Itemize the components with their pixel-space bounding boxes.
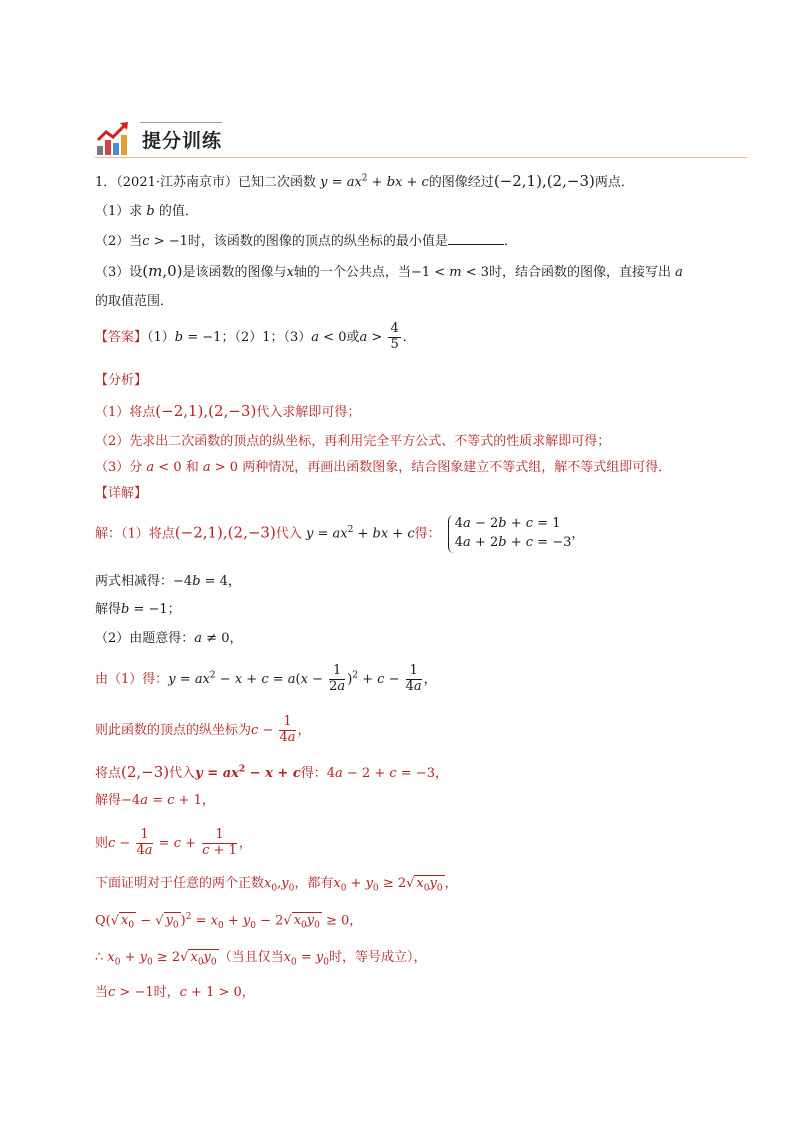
analysis-line-2: （2）先求出二次函数的顶点的纵坐标，再利用完全平方公式、不等式的性质求解即可得； xyxy=(95,434,611,449)
question-number: 1． xyxy=(95,175,117,190)
question-source: （2021·江苏南京市） xyxy=(116,175,238,190)
header-top-line xyxy=(140,122,222,123)
question-part2: （2）当c > −1时，该函数的图像的顶点的纵坐标的最小值是 ． xyxy=(95,234,517,249)
question-part1: （1）求 b 的值． xyxy=(95,204,198,219)
detail-step-10: 下面证明对于任意的两个正数$x_0,y_0$，都有$x_0 + y_0 \ge 2√$ $x_0y_0$ ， xyxy=(95,876,458,894)
analysis-line-3: （3）分 a < 0 和 a > 0 两种情况，再画出函数图象，结合图象建立不等式组，解不等式组即可得． xyxy=(95,460,672,475)
detail-step-1: 解：（1）将点(−2,1),(2,−3)代入 $y = ax^2$ + bx + c得： 4a − 2b + c = 1 4a + 2b + c = −3 ， xyxy=(95,515,584,553)
detail-step-12: ∴ $x_0 + y_0 \ge 2√$ $x_0y_0$ （当且仅当$x_0 = y_0$时，等号成立）， xyxy=(95,950,427,968)
section-title: 提分训练 xyxy=(142,130,223,152)
answer-line: 【答案】（1）b = −1；（2）1；（3）a < 0或a > $\frac{4}{5}$ ． xyxy=(95,321,416,352)
detail-step-8: 解得−4a = c + 1， xyxy=(95,793,215,808)
detail-step-4: （2）由题意得：a ≠ 0， xyxy=(95,631,243,646)
detail-step-7: 将点(2,−3)代入$y = ax^2 - x + c$得：4a − 2 + c = −3， xyxy=(95,763,448,781)
question-part3: （3）设(m,0)是该函数的图像与x轴的一个公共点，当−1 < m < 3时，结合函数的图像，直接写出 a xyxy=(95,262,683,280)
header-rule xyxy=(95,157,747,158)
answer-label: 【答案】 xyxy=(95,329,148,345)
answer-blank xyxy=(448,232,504,245)
detail-step-5: 由（1）得：$y = ax^2 - x + c = a(x$ − $\frac{1}{2a}$ )$^2$ + c − $\frac{1}{4a}$ ， xyxy=(95,663,437,694)
detail-step-11: Q(√ $x_0$ − √ $y_0$ )$^2 = x_0 + y_0 - 2√$ $x_0y_0 \ge 0$， xyxy=(95,912,363,931)
detail-step-3: 解得b = −1； xyxy=(95,602,181,617)
question-part3-cont: 的取值范围． xyxy=(95,294,174,309)
analysis-line-1: （1）将点(−2,1),(2,−3)代入求解即可得； xyxy=(95,402,361,420)
bar-chart-arrow-icon xyxy=(95,120,129,156)
detail-step-2: 两式相减得：−4b = 4， xyxy=(95,574,241,589)
analysis-label: 【分析】 xyxy=(95,373,148,388)
detail-step-9: 则c − $\frac{1}{4a}$ = c + $\frac{1}{c + 1}$ ， xyxy=(95,827,252,858)
detail-step-13: 当c > −1时，c + 1 > 0， xyxy=(95,985,255,1000)
detail-label: 【详解】 xyxy=(95,486,148,501)
detail-step-6: 则此函数的顶点的纵坐标为c − $\frac{1}{4a}$ ， xyxy=(95,714,311,745)
equation-system: 4a − 2b + c = 1 4a + 2b + c = −3 xyxy=(448,515,572,553)
question-stem: 1．（2021·江苏南京市）已知二次函数 $y = ax^2$ + bx + c的图像经过(−2,1),(2,−3)两点． xyxy=(95,172,634,190)
